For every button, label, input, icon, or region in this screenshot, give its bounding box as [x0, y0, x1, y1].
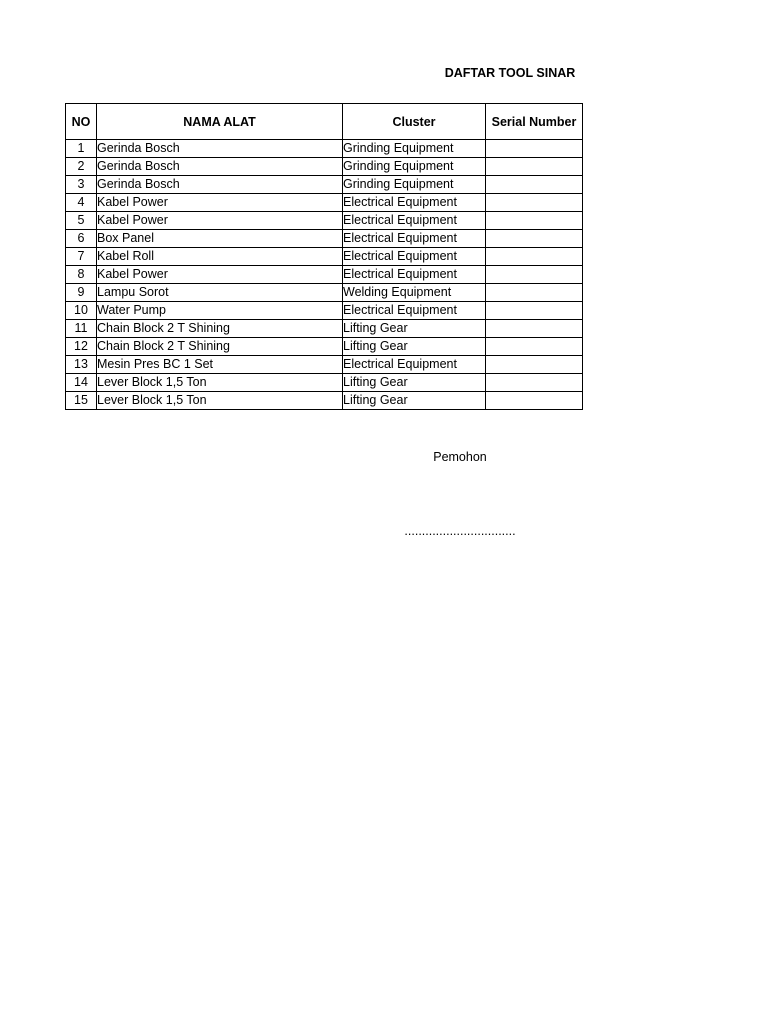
tool-name-cell: Kabel Power: [97, 212, 343, 230]
table-row: [66, 140, 583, 158]
serial-number-cell: [486, 194, 583, 212]
cluster-cell: Lifting Gear: [343, 320, 486, 338]
row-number-cell: 12: [66, 338, 97, 356]
serial-number-cell: [486, 338, 583, 356]
cluster-cell: Grinding Equipment: [343, 176, 486, 194]
row-number-cell: 3: [66, 176, 97, 194]
tool-name-cell: Kabel Roll: [97, 248, 343, 266]
serial-number-cell: [486, 230, 583, 248]
tool-name-cell: Chain Block 2 T Shining: [97, 320, 343, 338]
serial-number-cell: [486, 356, 583, 374]
row-number-cell: 1: [66, 140, 97, 158]
table-row: [66, 230, 583, 248]
cluster-cell: Lifting Gear: [343, 392, 486, 410]
cluster-cell: Lifting Gear: [343, 374, 486, 392]
cluster-cell: Electrical Equipment: [343, 230, 486, 248]
table-header-row: [66, 104, 583, 140]
tool-name-cell: Lever Block 1,5 Ton: [97, 392, 343, 410]
cluster-cell: Welding Equipment: [343, 284, 486, 302]
table-row: [66, 212, 583, 230]
row-number-cell: 10: [66, 302, 97, 320]
row-number-cell: 14: [66, 374, 97, 392]
signature-line: ................................: [404, 524, 516, 538]
table-row: [66, 284, 583, 302]
serial-number-cell: [486, 212, 583, 230]
header-no: NO: [66, 104, 97, 140]
tool-name-cell: Mesin Pres BC 1 Set: [97, 356, 343, 374]
tool-name-cell: Lever Block 1,5 Ton: [97, 374, 343, 392]
cluster-cell: Electrical Equipment: [343, 194, 486, 212]
tool-name-cell: Kabel Power: [97, 194, 343, 212]
serial-number-cell: [486, 248, 583, 266]
cluster-cell: Lifting Gear: [343, 338, 486, 356]
table-row: [66, 248, 583, 266]
tool-name-cell: Chain Block 2 T Shining: [97, 338, 343, 356]
tool-name-cell: Box Panel: [97, 230, 343, 248]
serial-number-cell: [486, 392, 583, 410]
row-number-cell: 5: [66, 212, 97, 230]
header-nama-alat: NAMA ALAT: [97, 104, 343, 140]
serial-number-cell: [486, 158, 583, 176]
cluster-cell: Grinding Equipment: [343, 158, 486, 176]
serial-number-cell: [486, 284, 583, 302]
table-row: [66, 374, 583, 392]
serial-number-cell: [486, 266, 583, 284]
row-number-cell: 7: [66, 248, 97, 266]
row-number-cell: 2: [66, 158, 97, 176]
table-row: [66, 392, 583, 410]
row-number-cell: 8: [66, 266, 97, 284]
serial-number-cell: [486, 320, 583, 338]
tool-name-cell: Gerinda Bosch: [97, 176, 343, 194]
row-number-cell: 9: [66, 284, 97, 302]
cluster-cell: Electrical Equipment: [343, 302, 486, 320]
row-number-cell: 11: [66, 320, 97, 338]
row-number-cell: 4: [66, 194, 97, 212]
cluster-cell: Electrical Equipment: [343, 266, 486, 284]
table-body: [66, 140, 583, 410]
cluster-cell: Electrical Equipment: [343, 248, 486, 266]
header-cluster: Cluster: [343, 104, 486, 140]
table-row: [66, 338, 583, 356]
table-row: [66, 158, 583, 176]
tool-list-table: [65, 103, 583, 410]
signature-label: Pemohon: [433, 450, 487, 464]
serial-number-cell: [486, 302, 583, 320]
table-row: [66, 320, 583, 338]
table-row: [66, 176, 583, 194]
document-title: DAFTAR TOOL SINAR: [444, 66, 576, 80]
tool-name-cell: Lampu Sorot: [97, 284, 343, 302]
table-row: [66, 194, 583, 212]
tool-name-cell: Gerinda Bosch: [97, 158, 343, 176]
cluster-cell: Grinding Equipment: [343, 140, 486, 158]
header-serial-number: Serial Number: [486, 104, 583, 140]
tool-name-cell: Water Pump: [97, 302, 343, 320]
row-number-cell: 6: [66, 230, 97, 248]
serial-number-cell: [486, 176, 583, 194]
serial-number-cell: [486, 140, 583, 158]
row-number-cell: 13: [66, 356, 97, 374]
tool-name-cell: Kabel Power: [97, 266, 343, 284]
table-row: [66, 356, 583, 374]
serial-number-cell: [486, 374, 583, 392]
table-row: [66, 266, 583, 284]
cluster-cell: Electrical Equipment: [343, 212, 486, 230]
table-row: [66, 302, 583, 320]
tool-name-cell: Gerinda Bosch: [97, 140, 343, 158]
cluster-cell: Electrical Equipment: [343, 356, 486, 374]
row-number-cell: 15: [66, 392, 97, 410]
